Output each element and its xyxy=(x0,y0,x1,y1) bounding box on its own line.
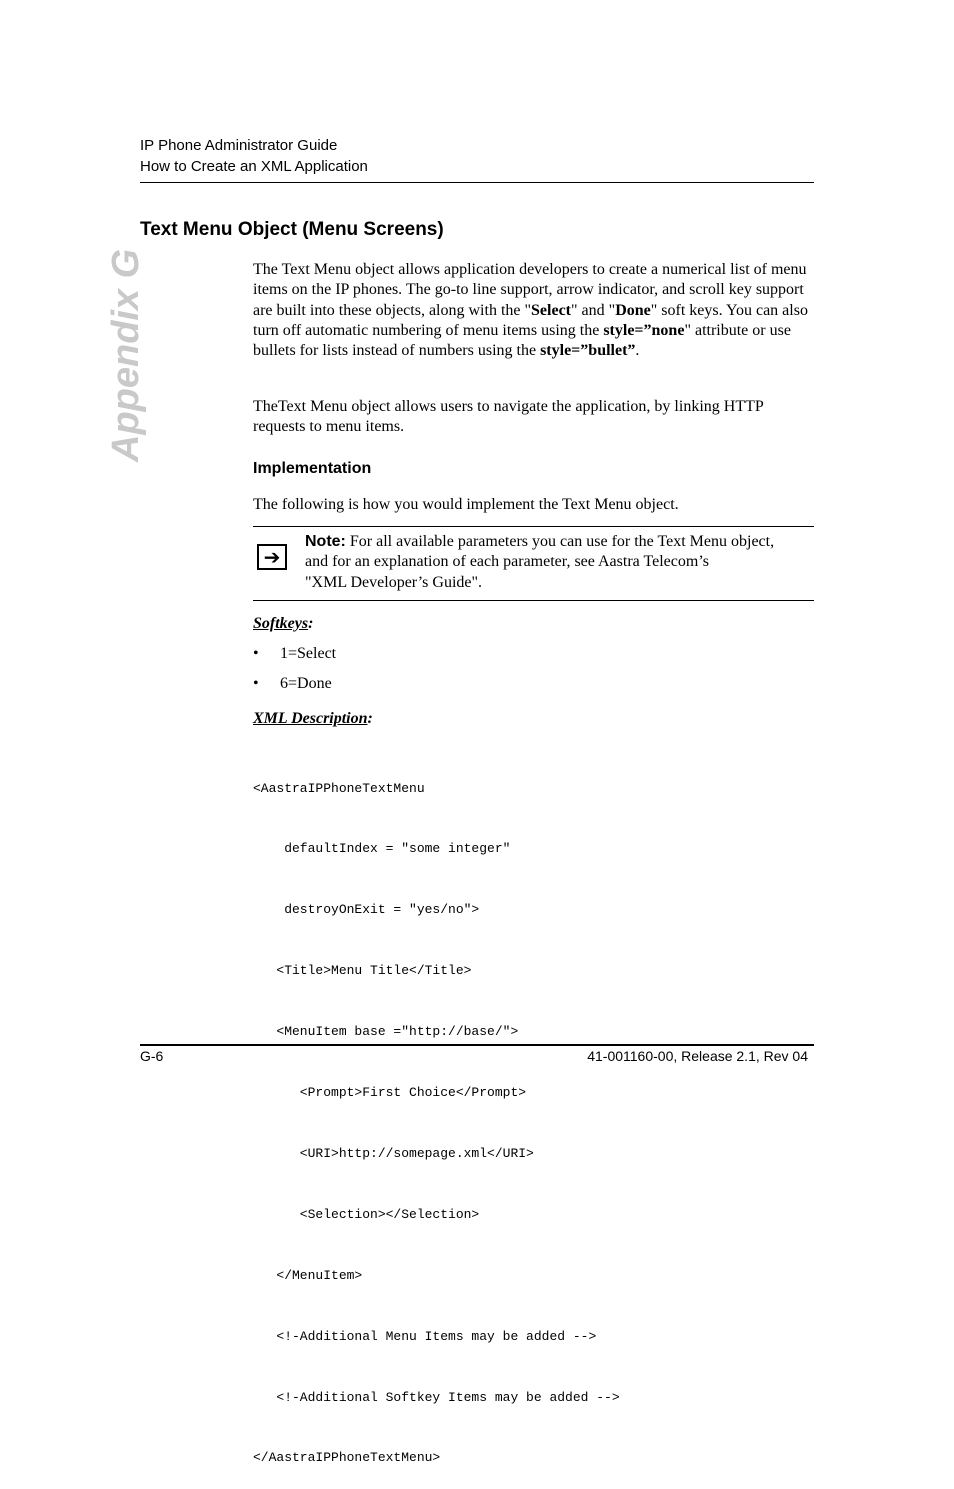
select-keyword: Select xyxy=(531,301,572,319)
note-line-1: For all available parameters you can use for the Text Menu object, xyxy=(345,533,775,550)
code-line: </AastraIPPhoneTextMenu> xyxy=(253,1450,441,1466)
intro-text-1c: " and " xyxy=(571,301,616,319)
xml-description-label-text: XML Description xyxy=(253,710,368,727)
softkeys-label-text: Softkeys xyxy=(253,615,309,632)
section-title: Text Menu Object (Menu Screens) xyxy=(140,219,444,240)
running-header xyxy=(140,135,368,177)
code-line: <AastraIPPhoneTextMenu xyxy=(253,780,425,796)
header-guide-title: IP Phone Administrator Guide xyxy=(140,137,338,154)
intro-text-1f: . xyxy=(635,342,640,360)
xml-description-label-colon: : xyxy=(367,710,373,727)
code-line: <Title>Menu Title</Title> xyxy=(253,963,472,979)
softkey-item-select: 1=Select xyxy=(280,645,337,662)
softkeys-label xyxy=(253,614,814,634)
code-line: <URI>http://somepage.xml</URI> xyxy=(253,1145,534,1161)
arrow-right-icon: ➔ xyxy=(257,544,287,570)
note-line-3: "XML Developer’s Guide". xyxy=(305,573,483,591)
softkeys-label-colon: : xyxy=(308,615,314,632)
implementation-text: The following is how you would implement the Text Menu object. xyxy=(253,496,679,513)
note-label: Note: xyxy=(305,533,346,550)
list-item xyxy=(253,644,814,664)
code-line: <!-Additional Menu Items may be added --> xyxy=(253,1328,597,1344)
bullet-glyph: • xyxy=(253,675,259,692)
softkey-item-done: 6=Done xyxy=(280,675,332,692)
code-line: destroyOnExit = "yes/no"> xyxy=(253,902,480,918)
header-rule xyxy=(140,182,814,183)
bullet-glyph: • xyxy=(253,645,259,662)
note-text xyxy=(305,532,814,593)
intro-text-1e: " attribute or use bullets for lists instead of numbers using the xyxy=(253,321,791,360)
implementation-heading: Implementation xyxy=(253,460,372,477)
intro-text-1a: The Text Menu object allows application developers to create a numerical list of menu items on the IP phones. The go-to line support, arrow indicator, and scroll key support are built into these objects, along with the " xyxy=(253,261,807,319)
note-line-2: and for an explanation of each parameter, see Aastra Telecom’s xyxy=(305,553,709,571)
footer-rule xyxy=(140,1044,814,1046)
code-line: <Prompt>First Choice</Prompt> xyxy=(253,1085,527,1101)
xml-code-block xyxy=(253,738,620,1489)
intro-text-1d: " soft keys. You can also turn off automatic numbering of menu items using the xyxy=(253,301,808,339)
intro-paragraph-1 xyxy=(253,260,814,361)
code-line: <MenuItem base ="http://base/"> xyxy=(253,1024,519,1040)
note-box xyxy=(253,526,814,601)
code-line: defaultIndex = "some integer" xyxy=(253,841,511,857)
code-line: <!-Additional Softkey Items may be added --> xyxy=(253,1389,620,1405)
intro-paragraph-2: TheText Menu object allows users to navigate the application, by linking HTTP requests to menu items. xyxy=(253,398,764,436)
appendix-side-tab: Appendix G xyxy=(105,248,147,462)
code-line: </MenuItem> xyxy=(253,1267,363,1283)
list-item xyxy=(253,674,814,694)
style-bullet-keyword: style=”bullet” xyxy=(540,342,636,360)
done-keyword: Done xyxy=(615,301,651,319)
code-line: <Selection></Selection> xyxy=(253,1206,480,1222)
page-number: G-6 xyxy=(140,1048,164,1064)
style-none-keyword: style=”none xyxy=(603,321,685,339)
xml-description-label xyxy=(253,709,814,729)
document-id: 41-001160-00, Release 2.1, Rev 04 xyxy=(587,1048,808,1064)
header-chapter-title: How to Create an XML Application xyxy=(140,158,368,175)
